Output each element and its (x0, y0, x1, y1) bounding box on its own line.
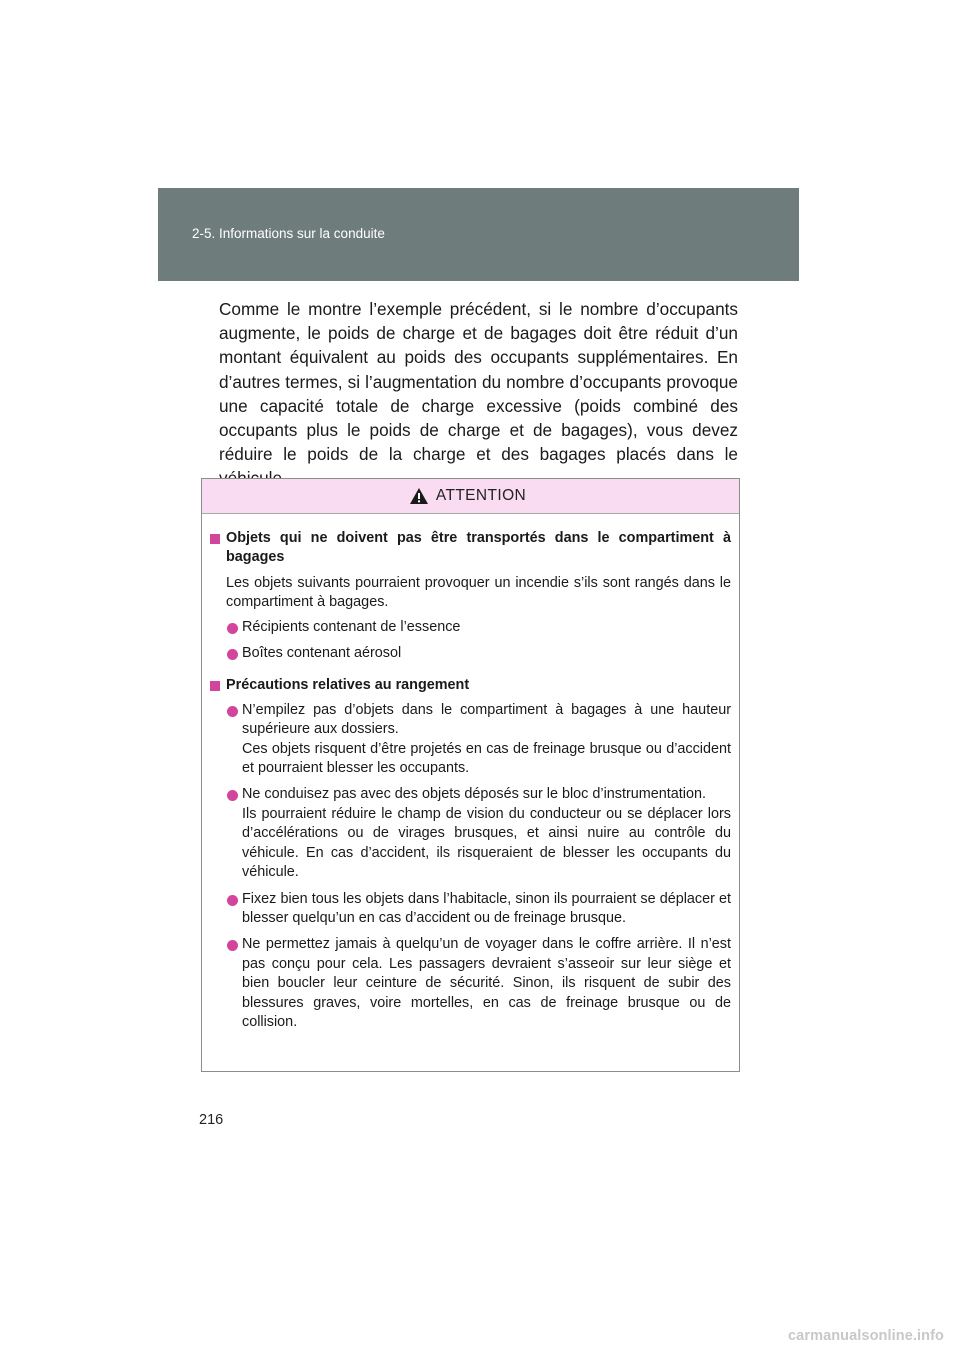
bullet-list (209, 701, 731, 1033)
bullet-item: Ne permettez jamais à quelqu’un de voyager dans le coffre arrière. Il n’est pas conçu pour cela. Les passagers devraient s’asseoir sur leur siège et bien boucler leur ceinture de sécurité. Sinon, ils risquent de subir des blessures graves, voire mortelles, en cas de freinage brusque ou de collision. (226, 935, 731, 1032)
circle-bullet-icon (227, 790, 238, 801)
intro-paragraph: Comme le montre l’exemple précédent, si le nombre d’occupants augmente, le poids de charge et de bagages doit être réduit d’un montant équivalent au poids des occupants supplémentaires. En d’autres termes, si l’augmentation du nombre d’occupants provoque une capacité totale de charge excessive (poids combiné des occupants plus le poids de charge et de bagages), vous devez réduire le poids de la charge et des bagages placés dans le (219, 299, 738, 465)
circle-bullet-icon (227, 940, 238, 951)
warning-title: ATTENTION (435, 487, 527, 504)
warning-item-heading: Objets qui ne doivent pas être transportés dans le compartiment à bagages (209, 529, 731, 568)
warning-item-heading: Précautions relatives au rangement (209, 676, 731, 695)
bullet-item: Récipients contenant de l’essence (226, 618, 731, 637)
bullet-item: Boîtes contenant aérosol (226, 644, 731, 663)
page-number: 216 (199, 1112, 224, 1128)
bullet-item: Ne conduisez pas avec des objets déposés sur le bloc d’instrumentation. Ils pourraient réduire le champ de vision du conducteur ou se déplacer lors d’accélérations ou de virages brusques, et ainsi nuire au contrôle du véhicule. En cas d’accident, ils risqueraient de blesser les occupants du véhicule. (226, 785, 731, 882)
square-bullet-icon (210, 534, 220, 544)
warning-body (202, 514, 739, 1032)
bullet-item: N’empilez pas d’objets dans le compartiment à bagages à une hauteur supérieure aux dossiers. Ces objets risquent d’être projetés en cas de freinage brusque ou d’accident et pourraient blesser les occupants. (226, 701, 731, 779)
bullet-list (209, 618, 731, 664)
bullet-item: Fixez bien tous les objets dans l’habitacle, sinon ils pourraient se déplacer et blesser quelqu’un en cas d’accident ou de freinage brusque. (226, 890, 731, 929)
warning-header (202, 479, 739, 514)
circle-bullet-icon (227, 623, 238, 634)
warning-item-storage-precautions (209, 676, 731, 1032)
warning-box (201, 478, 740, 1072)
warning-item-text: Les objets suivants pourraient provoquer un incendie s’ils sont rangés dans le compartiment à bagages. (226, 574, 731, 611)
circle-bullet-icon (227, 649, 238, 660)
circle-bullet-icon (227, 706, 238, 717)
square-bullet-icon (210, 681, 220, 691)
warning-triangle-icon (409, 487, 429, 505)
watermark: carmanualsonline.info (788, 1328, 944, 1344)
warning-item-forbidden-objects (209, 529, 731, 663)
section-title: 2-5. Informations sur la conduite (192, 226, 385, 241)
circle-bullet-icon (227, 895, 238, 906)
section-header-band (158, 188, 799, 281)
